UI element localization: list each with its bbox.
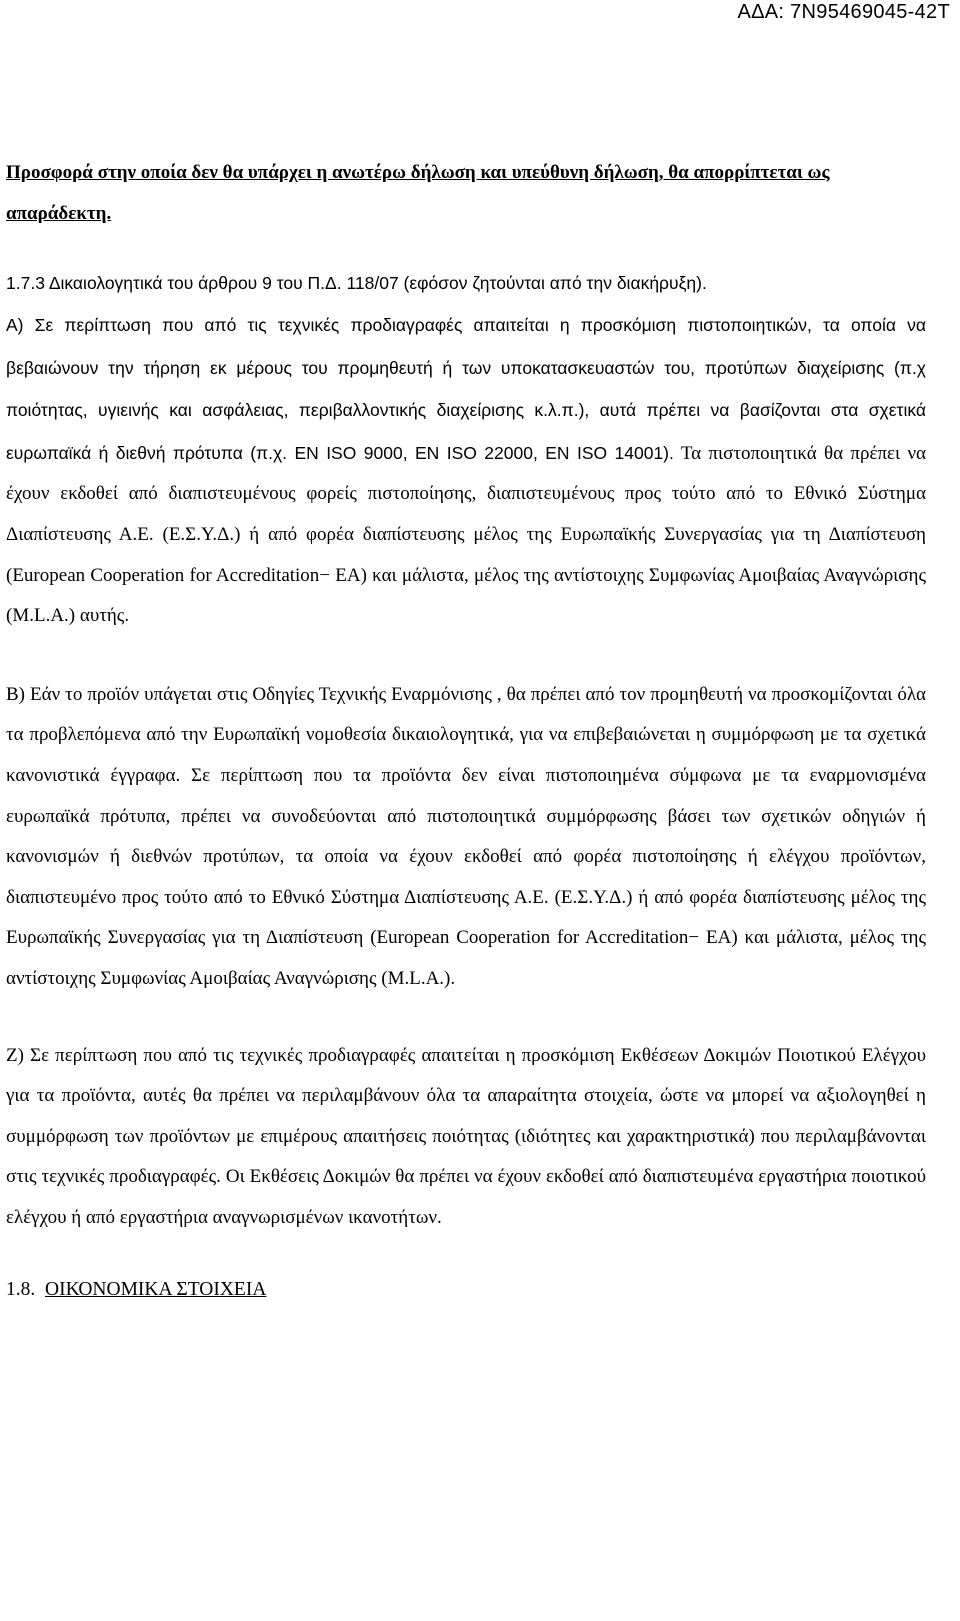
paragraph-a (6, 304, 926, 637)
ada-identifier: ΑΔΑ: 7Ν95469045-42Τ (737, 1, 950, 23)
paragraph-b: Β) Εάν το προϊόν υπάγεται στις Οδηγίες Τεχνικής Εναρμόνισης , θα πρέπει από τον προμηθευτή να προσκομίζονται όλα τα προβλεπόμενα από την Ευρωπαϊκή νομοθεσία δικαιολογητικά, για να επιβεβαιώνεται η συμμόρφωση με τα σχετικά κανονιστικά έγγραφα. Σε περίπτωση που τα προϊόντα δεν είναι πιστοποιημένα σύμφωνα με τα εναρμονισμένα ευρωπαϊκά πρότυπα, πρέπει να συνοδεύονται από πιστοποιητικά συμμόρφωσης βάσει των σχετικών οδηγιών ή κανονισμών ή διεθνών προτύπων, τα οποία να έχουν εκδοθεί από φορέα πιστοποίησης ή ελέγχου προϊόντων, διαπιστευμένο προς τούτο από το Εθνικό Σύστημα Διαπίστευσης Α.Ε. (Ε.Σ.Υ.Δ.) ή από φορέα διαπίστευσης μέλος της Ευρωπαϊκής Συνεργασίας για τη Διαπίστευση (European Cooperation for Accreditation− EA) και μάλιστα, μέλος της αντίστοιχης Συμφωνίας Αμοιβαίας Αναγνώρισης (M.L.A.). (6, 683, 926, 989)
section-1-8-heading (6, 1270, 926, 1310)
paragraph-a-serif-text: Τα πιστοποιητικά θα πρέπει να έχουν εκδοθεί από διαπιστευμένους φορείς πιστοποίησης, διαπιστευμένους προς τούτο από το Εθνικό Σύστημα Διαπίστευσης Α.Ε. (Ε.Σ.Υ.Δ.) ή από φορέα διαπίστευσης μέλος της Ευρωπαϊκής Συνεργασίας για τη Διαπίστευση (European Cooperation for Accreditation− EA) και μάλιστα, μέλος της αντίστοιχης Συμφωνίας Αμοιβαίας Αναγνώρισης (M.L.A.) αυτής. (6, 442, 926, 627)
paragraph-z: Ζ) Σε περίπτωση που από τις τεχνικές προδιαγραφές απαιτείται η προσκόμιση Εκθέσεων Δοκιμών Ποιοτικού Ελέγχου για τα προϊόντα, αυτές θα πρέπει να περιλαμβάνουν όλα τα απαραίτητα στοιχεία, ώστε να μπορεί να αξιολογηθεί η συμμόρφωση των προϊόντων με επιμέρους απαιτήσεις ποιότητας (ιδιότητες και χαρακτηριστικά) που περιλαμβάνονται στις τεχνικές προδιαγραφές. Οι Εκθέσεις Δοκιμών θα πρέπει να έχουν εκδοθεί από διαπιστευμένα εργαστήρια ποιοτικού ελέγχου ή από εργαστήρια αναγνωρισμένων ικανοτήτων. (6, 1044, 926, 1228)
document-body (6, 152, 926, 1310)
section-1-8-title: ΟΙΚΟΝΟΜΙΚΑ ΣΤΟΙΧΕΙΑ (45, 1279, 267, 1301)
section-1-7-3: 1.7.3 Δικαιολογητικά του άρθρου 9 του Π.Δ. 118/07 (εφόσον ζητούνται από την διακήρυξη). (6, 273, 707, 293)
rejection-notice: Προσφορά στην οποία δεν θα υπάρχει η ανωτέρω δήλωση και υπεύθυνη δήλωση, θα απορρίπτεται ως απαράδεκτη. (6, 162, 830, 224)
section-1-8-number: 1.8. (6, 1279, 36, 1301)
paragraph-a-sans-text: Α) Σε περίπτωση που από τις τεχνικές προδιαγραφές απαιτείται η προσκόμιση πιστοποιητικών, τα οποία να βεβαιώνουν την τήρηση εκ μέρους του προμηθευτή ή των υποκατασκευαστών του, προτύπων διαχείρισης (π.χ ποιότητας, υγιεινής και ασφάλειας, περιβαλλοντικής διαχείρισης κ.λ.π.), αυτά πρέπει να βασίζονται στα σχετικά ευρωπαϊκά ή διεθνή πρότυπα (π.χ. EN ISO 9000, EN ISO 22000, EN ISO 14001). (6, 315, 926, 463)
